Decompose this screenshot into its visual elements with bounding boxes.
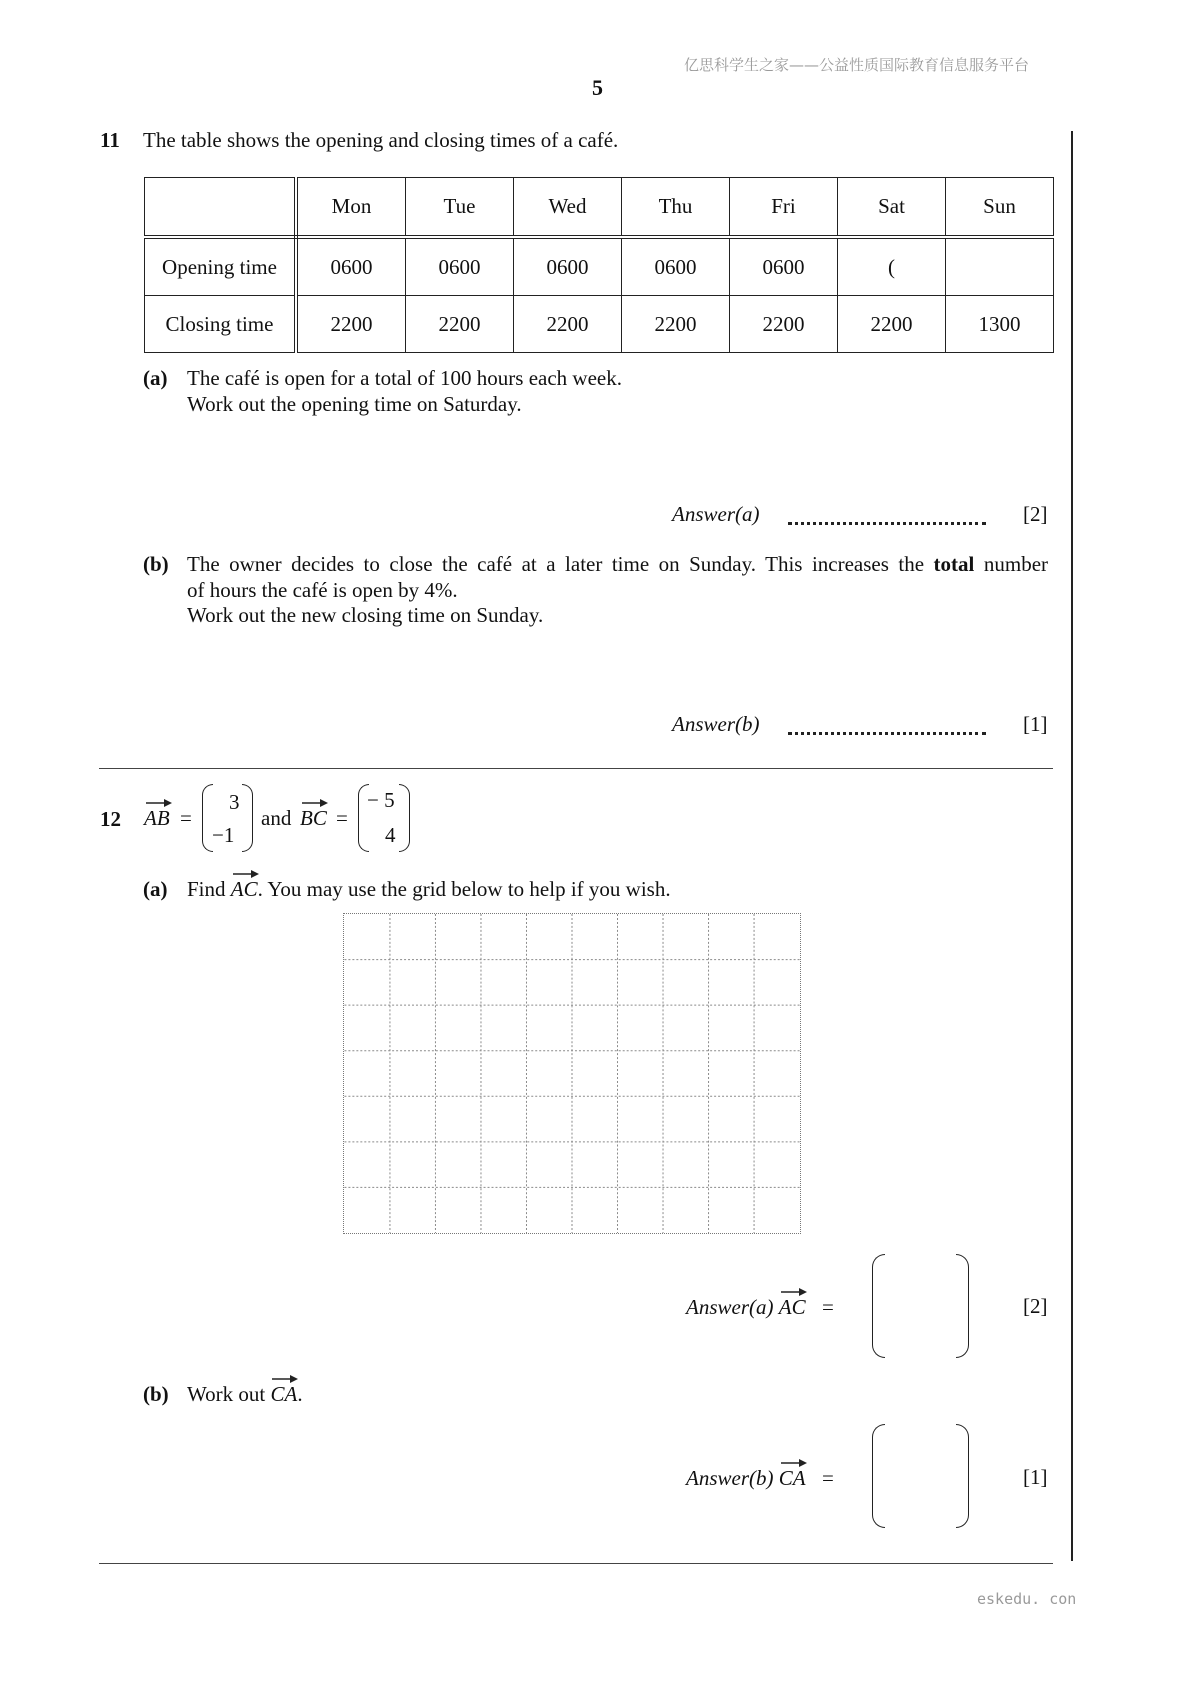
bc-bottom-value: 4 xyxy=(385,823,396,847)
equals-sign: = xyxy=(180,806,192,830)
footer-site-text: eskedu. con xyxy=(977,1590,1077,1608)
answer-11a-label: Answer(a) xyxy=(672,502,760,526)
answer-12b-label xyxy=(686,1466,806,1491)
time-cell: 2200 xyxy=(838,296,946,353)
page-number: 5 xyxy=(592,75,603,100)
time-cell: 2200 xyxy=(730,296,838,353)
time-cell: 2200 xyxy=(622,296,730,353)
day-header-cell: Fri xyxy=(730,178,838,238)
part-11a-label: (a) xyxy=(143,366,168,390)
part-12b-label: (b) xyxy=(143,1382,169,1406)
part-12a-rest: . You may use the grid below to help if you wish. xyxy=(257,877,671,901)
answer-11b-line[interactable] xyxy=(788,732,986,735)
time-cell: 0600 xyxy=(622,237,730,296)
part-11b-line3: Work out the new closing time on Sunday. xyxy=(187,603,544,627)
equals-sign: = xyxy=(336,806,348,830)
time-cell: 2200 xyxy=(406,296,514,353)
day-header-cell: Mon xyxy=(296,178,406,238)
vector-arrow-icon xyxy=(781,1459,807,1467)
time-cell: 0600 xyxy=(514,237,622,296)
day-header-cell: Sat xyxy=(838,178,946,238)
ab-bottom-value: −1 xyxy=(212,823,235,847)
answer-12a-left-bracket xyxy=(872,1254,885,1358)
vector-ab-text: AB xyxy=(144,806,170,830)
and-word: and xyxy=(261,806,292,830)
vector-arrow-icon xyxy=(272,1375,298,1383)
vector-arrow-icon xyxy=(146,799,172,807)
vector-arrow-icon xyxy=(233,870,259,878)
answer-11b-label: Answer(b) xyxy=(672,712,760,736)
part-12b-text xyxy=(187,1382,303,1407)
time-cell: 2200 xyxy=(296,296,406,353)
table-header-row xyxy=(145,178,1054,238)
day-header-cell: Thu xyxy=(622,178,730,238)
table-row-closing xyxy=(145,296,1054,353)
vector-bc-text: BC xyxy=(300,806,327,830)
part-12a-find: Find xyxy=(187,877,226,901)
part-12b-work-out: Work out xyxy=(187,1382,266,1406)
equals-sign: = xyxy=(822,1295,834,1319)
marks-11a: [2] xyxy=(1023,502,1048,526)
part-11b-line2: of hours the café is open by 4%. xyxy=(187,578,458,602)
table-row-opening xyxy=(145,237,1054,296)
answer-12a-text: Answer(a) xyxy=(686,1295,774,1319)
part-12a-text xyxy=(187,877,671,902)
cafe-times-table xyxy=(144,177,1054,353)
bottom-rule xyxy=(99,1563,1053,1564)
question-11-number: 11 xyxy=(100,128,120,152)
part-11b-line1 xyxy=(187,552,1048,577)
vector-ca-text: CA xyxy=(270,1382,298,1406)
day-header-cell: Wed xyxy=(514,178,622,238)
time-cell: ( xyxy=(838,237,946,296)
time-cell: 0600 xyxy=(730,237,838,296)
right-margin-rule xyxy=(1071,131,1073,1561)
table-corner-cell xyxy=(145,178,297,238)
part-11b-label: (b) xyxy=(143,552,169,576)
vector-arrow-icon xyxy=(781,1288,807,1296)
answer-12b-input-area[interactable] xyxy=(888,1428,950,1522)
part-12b-period: . xyxy=(297,1382,303,1406)
time-cell: 0600 xyxy=(406,237,514,296)
vector-ac-text: AC xyxy=(230,877,258,901)
answer-12b-text: Answer(b) xyxy=(686,1466,774,1490)
day-header-cell: Tue xyxy=(406,178,514,238)
part-11a-line1: The café is open for a total of 100 hours each week. xyxy=(187,366,622,390)
vector-arrow-icon xyxy=(302,799,328,807)
answer-12b-left-bracket xyxy=(872,1424,885,1528)
part-11a-line2: Work out the opening time on Saturday. xyxy=(187,392,522,416)
row-label-cell: Closing time xyxy=(145,296,297,353)
row-label-cell: Opening time xyxy=(145,237,297,296)
part-11b-line1-text: The owner decides to close the café at a later time on Sunday. This increases the xyxy=(187,552,925,576)
answer-12a-right-bracket xyxy=(956,1254,969,1358)
day-header-cell: Sun xyxy=(946,178,1054,238)
bc-top-value: − 5 xyxy=(367,788,395,812)
vector-ab-name xyxy=(144,806,170,831)
question-12-number: 12 xyxy=(100,807,121,831)
time-cell xyxy=(946,237,1054,296)
time-cell: 1300 xyxy=(946,296,1054,353)
answer-12b-right-bracket xyxy=(956,1424,969,1528)
answer-12b-vector: CA xyxy=(778,1466,806,1490)
question-11-stem: The table shows the opening and closing times of a café. xyxy=(143,128,619,152)
vector-bc-name xyxy=(300,806,327,831)
equals-sign: = xyxy=(822,1466,834,1490)
ab-top-value: 3 xyxy=(229,790,240,814)
working-grid[interactable] xyxy=(343,913,801,1234)
part-12a-label: (a) xyxy=(143,877,168,901)
part-11b-bold-word: total xyxy=(933,552,975,576)
time-cell: 0600 xyxy=(296,237,406,296)
bc-right-bracket xyxy=(399,784,410,852)
marks-12a: [2] xyxy=(1023,1294,1048,1318)
answer-12a-vector: AC xyxy=(778,1295,806,1319)
answer-12a-input-area[interactable] xyxy=(888,1258,950,1352)
watermark-text: 亿思科学生之家——公益性质国际教育信息服务平台 xyxy=(684,56,1030,74)
time-cell: 2200 xyxy=(514,296,622,353)
part-11b-line1-end: number xyxy=(983,552,1049,576)
answer-12a-label xyxy=(686,1295,806,1320)
marks-12b: [1] xyxy=(1023,1465,1048,1489)
marks-11b: [1] xyxy=(1023,712,1048,736)
question-divider xyxy=(99,768,1053,769)
answer-11a-line[interactable] xyxy=(788,522,986,525)
ab-right-bracket xyxy=(242,784,253,852)
